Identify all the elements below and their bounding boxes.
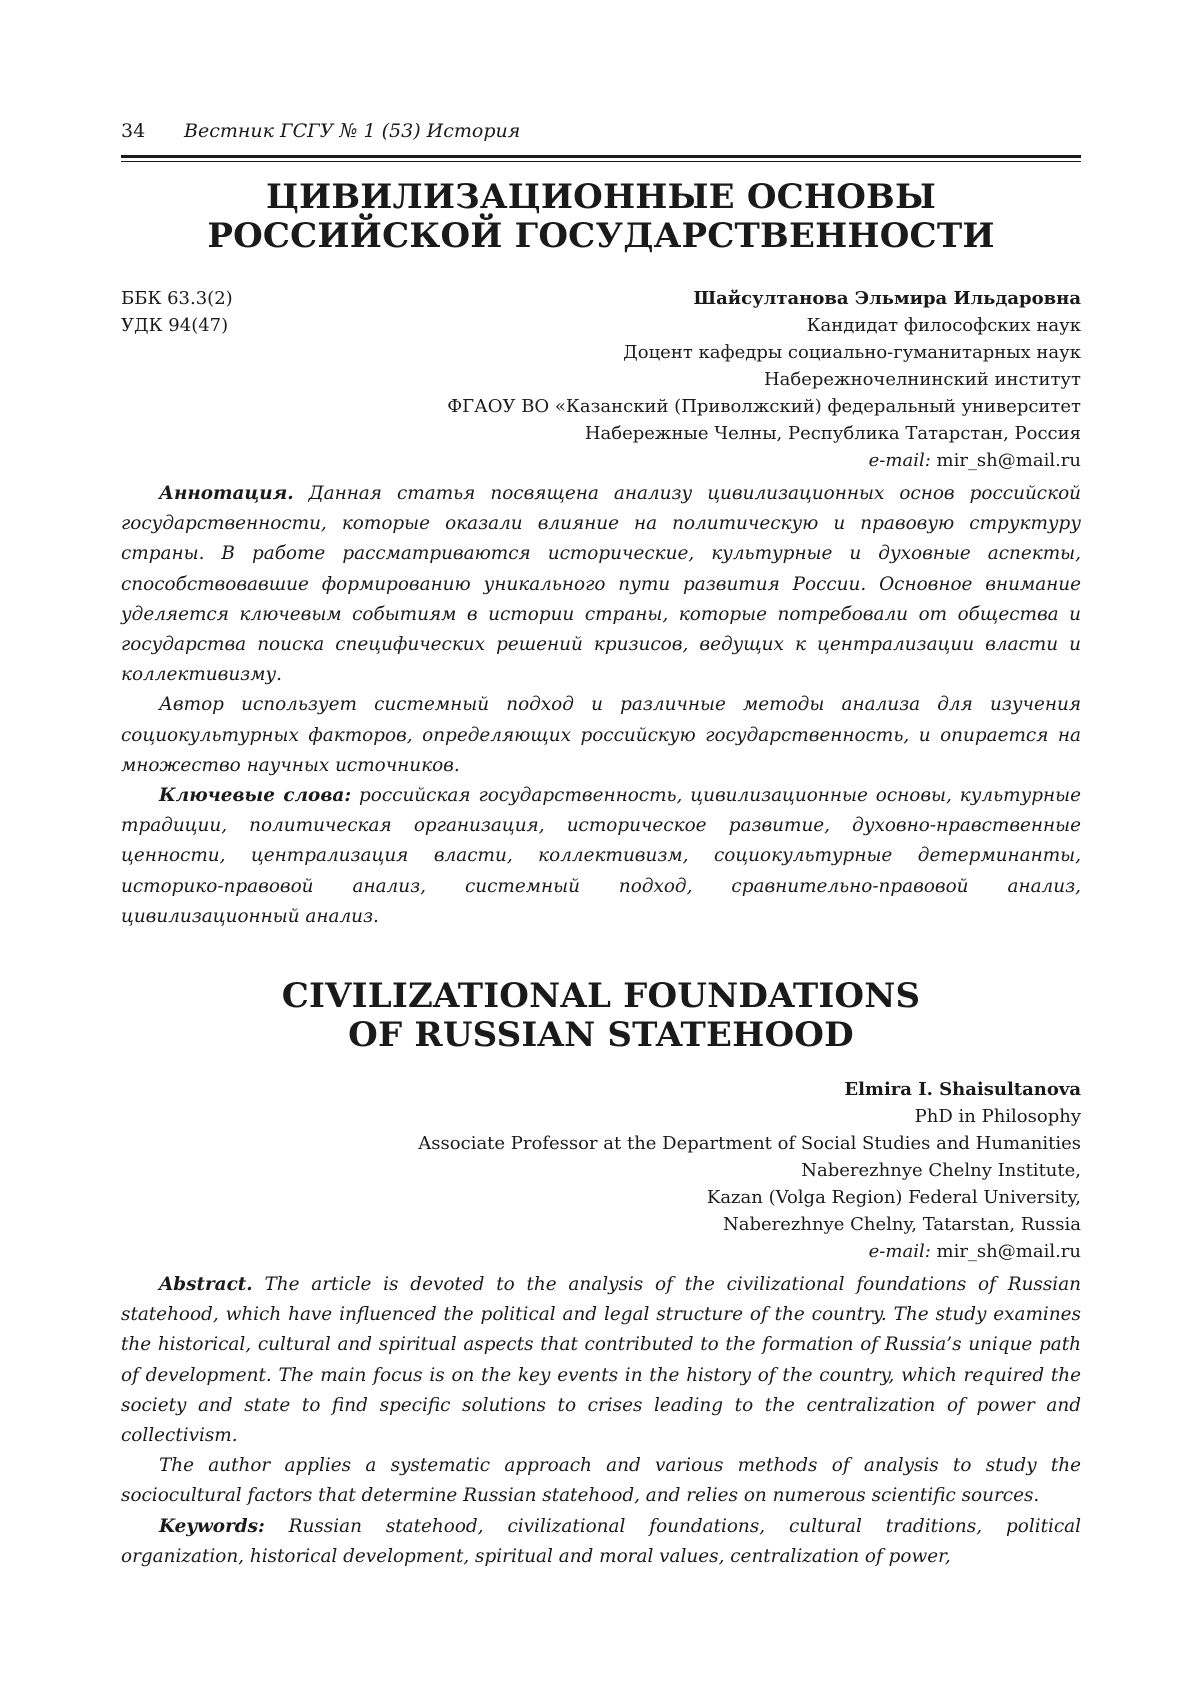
author-email-en <box>281 1238 1081 1265</box>
author-institute-en: Naberezhnye Chelny Institute, <box>801 1160 1081 1181</box>
article-title-en <box>121 977 1081 1055</box>
author-university-en: Kazan (Volga Region) Federal University, <box>706 1187 1081 1208</box>
author-email-ru <box>281 447 1081 474</box>
classification-codes <box>121 285 233 339</box>
author-university-ru: ФГАОУ ВО «Казанский (Приволжский) федеральный университет <box>447 396 1081 417</box>
title-en-line2: OF RUSSIAN STATEHOOD <box>348 1015 854 1055</box>
keywords-text-ru: российская государственность, цивилизационные основы, культурные традиции, политическая организация, историческое развитие, духовно-нравственные ценности, централизация власти, коллективизм, социокультурные детерминанты, историко-правовой анализ, системный подход, сравнительно-правовой анализ, цивилизационный анализ. <box>121 785 1081 927</box>
keywords-text-en: Russian statehood, civilizational foundations, cultural traditions, political organization, historical development, spiritual and moral values, centralization of power, <box>121 1515 1081 1567</box>
author-location-ru: Набережные Челны, Республика Татарстан, Россия <box>584 423 1081 444</box>
title-en-line1: CIVILIZATIONAL FOUNDATIONS <box>281 976 921 1016</box>
author-institute-ru: Набережночелнинский институт <box>763 369 1081 390</box>
author-degree-ru: Кандидат философских наук <box>806 315 1081 336</box>
email-label-en: e-mail: <box>868 1241 931 1262</box>
running-header <box>121 118 1081 144</box>
author-degree-en: PhD in Philosophy <box>914 1106 1081 1127</box>
bbk-code: ББК 63.3(2) <box>121 288 233 309</box>
title-ru-line1: ЦИВИЛИЗАЦИОННЫЕ ОСНОВЫ <box>265 177 937 217</box>
abstract-label-ru: Аннотация. <box>159 483 294 504</box>
abstract-ru <box>121 479 1081 690</box>
journal-title: Вестник ГСГУ № 1 (53) История <box>184 120 521 142</box>
abstract-en-paragraph-2: The author applies a systematic approach and various methods of analysis to study the sociocultural factors that determine Russian statehood, and relies on numerous scientific sources. <box>121 1455 1081 1507</box>
author-info-ru <box>281 285 1081 474</box>
abstract-label-en: Abstract. <box>159 1274 253 1295</box>
author-position-en: Associate Professor at the Department of Social Studies and Humanities <box>418 1133 1081 1154</box>
email-address-en[interactable]: mir_sh@mail.ru <box>930 1241 1081 1262</box>
author-name-ru: Шайсултанова Эльмира Ильдаровна <box>693 288 1081 309</box>
header-rule-thin <box>121 161 1081 162</box>
abstract-en <box>121 1270 1081 1451</box>
author-location-en: Naberezhnye Chelny, Tatarstan, Russia <box>723 1214 1081 1235</box>
journal-page <box>121 0 1081 1697</box>
title-ru-line2: РОССИЙСКОЙ ГОСУДАРСТВЕННОСТИ <box>207 216 995 256</box>
keywords-ru <box>121 781 1081 932</box>
keywords-label-ru: Ключевые слова: <box>159 785 352 807</box>
abstract-text-en: The article is devoted to the analysis of the civilizational foundations of Russian statehood, which have influenced the political and legal structure of the country. The study examines the historical, cultural and spiritual aspects that contributed to the formation of Russia’s unique path of development. The main focus is on the key events in the history of the country, which required the society and state to find specific solutions to crises leading to the centralization of power and collectivism. <box>121 1274 1081 1447</box>
author-position-ru: Доцент кафедры социально-гуманитарных наук <box>623 342 1081 363</box>
keywords-en <box>121 1512 1081 1572</box>
email-label-ru: e-mail: <box>868 450 931 471</box>
abstract-section-ru <box>121 479 1081 932</box>
keywords-label-en: Keywords: <box>159 1515 265 1537</box>
abstract-text-ru: Данная статья посвящена анализу цивилизационных основ российской государственности, которые оказали влияние на политическую и правовую структуру страны. В работе рассматриваются исторические, культурные и духовные аспекты, способствовавшие формированию уникального пути развития России. Основное внимание уделяется ключевым событиям в истории страны, которые потребовали от общества и государства поиска специфических решений кризисов, ведущих к централизации власти и коллективизму. <box>121 483 1081 686</box>
abstract-ru-paragraph-2: Автор использует системный подход и различные методы анализа для изучения социокультурных факторов, определяющих российскую государственность, и опирается на множество научных источников. <box>121 694 1081 776</box>
abstract-section-en <box>121 1270 1081 1572</box>
author-info-en <box>281 1076 1081 1265</box>
email-address-ru[interactable]: mir_sh@mail.ru <box>930 450 1081 471</box>
header-rule-thick <box>121 155 1081 158</box>
udk-code: УДК 94(47) <box>121 315 229 336</box>
author-name-en: Elmira I. Shaisultanova <box>844 1079 1081 1100</box>
article-title-ru <box>121 178 1081 256</box>
page-number: 34 <box>121 120 146 142</box>
